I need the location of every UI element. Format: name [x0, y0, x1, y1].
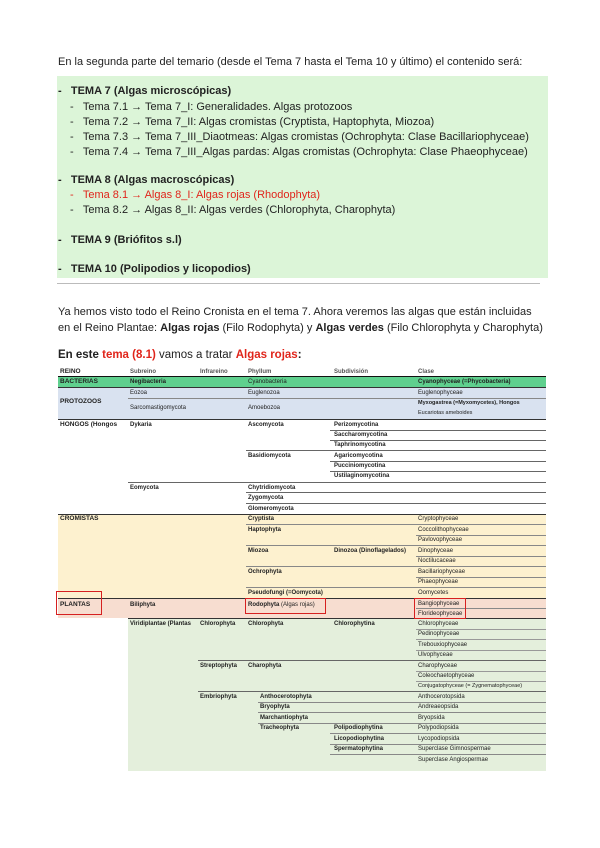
- row-rule: [58, 419, 546, 420]
- row-rule: [416, 639, 546, 640]
- table-cell: Chytridiomycota: [248, 485, 296, 491]
- table-cell: Charophyta: [248, 663, 282, 669]
- col-header: Phyllum: [248, 369, 272, 375]
- table-cell: Glomeromycota: [248, 506, 294, 512]
- reino-cell: PROTOZOOS: [60, 398, 102, 405]
- table-cell: Polipodiophytina: [334, 725, 383, 731]
- table-cell: Chlorophytina: [334, 621, 375, 627]
- header-rule: [58, 376, 546, 377]
- table-cell: Negibacteria: [130, 379, 167, 385]
- table-cell: Myxogastrea (=Myxomycetes), Hongos: [418, 400, 520, 406]
- rodophyta-highlight-box: [245, 598, 326, 614]
- col-header: Subreino: [130, 369, 157, 375]
- divider: [57, 283, 540, 284]
- table-cell: Pseudofungi (=Oomycota): [248, 590, 323, 596]
- tema-7-label: TEMA 7 (Algas microscópicas): [70, 85, 232, 97]
- rodophyta-label: Rodophyta: [248, 602, 280, 608]
- table-cell: Embriophyta: [200, 694, 237, 700]
- table-cell: Charophyceae: [418, 663, 458, 669]
- table-cell: Perizomycotina: [334, 422, 379, 428]
- reino-cell: CROMISTAS: [60, 515, 99, 522]
- text-span: :: [297, 349, 302, 361]
- table-cell: Coleochaetophyceae: [418, 673, 475, 679]
- tema-10-label: TEMA 10 (Polipodios y licopodios): [70, 263, 251, 275]
- table-cell: Zygomycota: [248, 495, 284, 501]
- table-cell: Chlorophyta: [200, 621, 236, 627]
- table-cell: Euglenophyceae: [418, 390, 463, 396]
- reino-cell: HONGOS (Hongos: [60, 421, 118, 428]
- table-cell: Dinozoa (Dinoflagelados): [334, 548, 406, 554]
- text-span: (Filo Rodophyta) y: [219, 322, 316, 334]
- table-cell: Chlorophyceae: [418, 621, 459, 627]
- table-cell: Superclase Gimnospermae: [418, 746, 491, 752]
- row-rule: [198, 660, 546, 661]
- plantas-highlight-box: [56, 591, 102, 615]
- algas-rojas-label: (Algas rojas): [281, 602, 315, 608]
- reino-cell: BACTERIAS: [60, 378, 98, 385]
- row-rule: [246, 503, 546, 504]
- tema-7-item: - Tema 7.3 → Tema 7_III_Diaotmeas: Algas cromistas (Ochrophyta: Clase Bacillariophyceae): [70, 131, 529, 143]
- table-cell: Ascomycota: [248, 422, 284, 428]
- table-cell: Cryptista: [248, 516, 275, 522]
- table-cell: Bryopsida: [418, 715, 445, 721]
- tema-item-label: Tema 7.4 → Tema 7_III_Algas pardas: Algas cromistas (Ochrophyta: Clase Phaeophyceae): [82, 146, 528, 158]
- table-cell: Lycopodiopsida: [418, 736, 460, 742]
- table-cell: Biliphyta: [130, 602, 156, 608]
- tema-8-label: TEMA 8 (Algas macroscópicas): [70, 174, 235, 186]
- table-cell: Bacillariophyceae: [418, 569, 466, 575]
- table-cell: Cyanophyceae (=Phycobacteria): [418, 379, 511, 385]
- tema-7-item: - Tema 7.4 → Tema 7_III_Algas pardas: Algas cromistas (Ochrophyta: Clase Phaeophyceae): [70, 146, 528, 158]
- intro-text: En la segunda parte del temario (desde el Tema 7 hasta el Tema 10 y último) el contenido será:: [58, 56, 523, 68]
- table-cell: Bryophyta: [260, 704, 290, 710]
- algas-rojas-ref: Algas rojas: [235, 349, 298, 361]
- row-rule: [246, 566, 546, 567]
- row-rule: [258, 702, 546, 703]
- row-rule: [128, 618, 546, 619]
- table-cell: Licopodiophytina: [334, 736, 384, 742]
- table-cell: Basidiomycota: [248, 453, 291, 459]
- table-cell: Eozoa: [130, 390, 148, 396]
- text-span: En este: [58, 349, 103, 361]
- table-cell: Marchantiophyta: [260, 715, 309, 721]
- table-cell: Sarcomastigomycota: [130, 405, 187, 411]
- algas-verdes-bold: Algas verdes: [315, 322, 384, 334]
- table-cell: Dykaria: [130, 422, 152, 428]
- table-cell: Pucciniomycotina: [334, 463, 386, 469]
- col-header: Subdivisión: [334, 369, 369, 375]
- tema-item-label: Tema 7.2 → Tema 7_II: Algas cromistas (Cryptista, Haptophyta, Miozoa): [82, 116, 435, 128]
- table-cell: Ustilaginomycotina: [334, 473, 390, 479]
- table-cell: Eucariotas ameboides: [418, 410, 473, 416]
- table-cell: Pavlovophyceae: [418, 537, 463, 543]
- tema-9-label: TEMA 9 (Briófitos s.l): [70, 234, 182, 246]
- table-cell: Ulvophyceae: [418, 652, 453, 658]
- table-cell: Euglenozoa: [248, 390, 280, 396]
- text-span: vamos a tratar: [155, 349, 236, 361]
- table-cell: Oomycetes: [418, 590, 449, 596]
- row-rule: [330, 754, 546, 755]
- paragraph-line-1: Ya hemos visto todo el Reino Cronista en el tema 7. Ahora veremos las algas que están incluidas: [58, 306, 532, 318]
- table-cell: Bangiophyceae: [418, 601, 460, 607]
- row-rule: [58, 514, 546, 515]
- row-rule: [246, 545, 546, 546]
- table-cell: Chlorophyta: [248, 621, 284, 627]
- algas-rojas-bold: Algas rojas: [160, 322, 220, 334]
- table-cell: Viridiplantae (Plantas: [130, 621, 191, 627]
- table-cell: Conjugatophyceae (= Zygnematophyceae): [418, 683, 523, 689]
- tema-item-label: Tema 7.3 → Tema 7_III_Diaotmeas: Algas cromistas (Ochrophyta: Clase Bacillariophyceae): [82, 131, 529, 143]
- table-cell: Ochrophyta: [248, 569, 282, 575]
- table-cell: Florideophyceae: [418, 611, 463, 617]
- tema-item-label: Tema 8.1 → Algas 8_I: Algas rojas (Rhodophyta): [82, 189, 321, 201]
- text-span: (Filo Chlorophyta y Charophyta): [383, 322, 543, 334]
- table-cell: Noctilucaceae: [418, 558, 456, 564]
- table-cell: Agaricomycotina: [334, 453, 383, 459]
- table-cell: Taphrinomycotina: [334, 442, 386, 448]
- row-rule: [246, 450, 546, 451]
- col-header: Clase: [418, 369, 435, 375]
- tema-10-title: - TEMA 10 (Polipodios y licopodios): [58, 263, 251, 275]
- table-cell: Trebouxiophyceae: [418, 642, 468, 648]
- row-rule: [128, 482, 546, 483]
- tema-item-label: Tema 7.1 → Tema 7_I: Generalidades. Algas protozoos: [82, 101, 353, 113]
- row-rule: [198, 691, 546, 692]
- tema-8-item-highlight: - Tema 8.1 → Algas 8_I: Algas rojas (Rhodophyta): [70, 189, 321, 201]
- table-cell: Haptophyta: [248, 527, 281, 533]
- table-cell: Eomycota: [130, 485, 159, 491]
- tema-7-title: - TEMA 7 (Algas microscópicas): [58, 85, 232, 97]
- text-span: en el Reino Plantae:: [58, 322, 161, 334]
- row-rule: [246, 492, 546, 493]
- tema-8-item: - Tema 8.2 → Algas 8_II: Algas verdes (Chlorophyta, Charophyta): [70, 204, 396, 216]
- tema-8-title: - TEMA 8 (Algas macroscópicas): [58, 174, 235, 186]
- col-header: REINO: [60, 368, 81, 375]
- row-rule: [330, 733, 546, 734]
- tema-7-item: - Tema 7.1 → Tema 7_I: Generalidades. Algas protozoos: [70, 101, 353, 113]
- table-cell: Anthocerotopsida: [418, 694, 465, 700]
- table-cell: Superclase Angiospermae: [418, 757, 489, 763]
- row-rule: [246, 524, 546, 525]
- table-cell: Cryptophyceae: [418, 516, 459, 522]
- table-cell: Polypodiopsida: [418, 725, 459, 731]
- table-cell: Cyanobacteria: [248, 379, 287, 385]
- tema-item-label: Tema 8.2 → Algas 8_II: Algas verdes (Chlorophyta, Charophyta): [82, 204, 396, 216]
- row-rule: [58, 387, 546, 388]
- table-cell: Anthocerotophyta: [260, 694, 312, 700]
- table-cell: Phaeophyceae: [418, 579, 459, 585]
- col-header: Infrareino: [200, 369, 228, 375]
- row-rule: [258, 712, 546, 713]
- table-cell: Saccharomycotina: [334, 432, 388, 438]
- table-cell: Coccolithophyceae: [418, 527, 469, 533]
- table-cell: Dinophyceae: [418, 548, 454, 554]
- table-cell: Spermatophytina: [334, 746, 384, 752]
- row-rule: [258, 723, 546, 724]
- tema-ref: tema (8.1): [102, 349, 156, 361]
- row-rule: [246, 587, 546, 588]
- table-cell: Pedinophyceae: [418, 631, 460, 637]
- table-cell: Andreaeopsida: [418, 704, 459, 710]
- clases-highlight-box: [414, 598, 466, 619]
- tema-7-item: - Tema 7.2 → Tema 7_II: Algas cromistas (Cryptista, Haptophyta, Miozoa): [70, 116, 435, 128]
- classification-table: [58, 367, 546, 771]
- tema-9-title: - TEMA 9 (Briófitos s.l): [58, 234, 182, 246]
- paragraph-line-2: [58, 322, 543, 334]
- section-heading: [58, 349, 302, 361]
- table-cell: Streptophyta: [200, 663, 238, 669]
- reino-cell: PLANTAS: [60, 601, 91, 608]
- table-cell: Amoebozoa: [248, 405, 281, 411]
- table-cell: Tracheophyta: [260, 725, 300, 731]
- table-cell: Miozoa: [248, 548, 269, 554]
